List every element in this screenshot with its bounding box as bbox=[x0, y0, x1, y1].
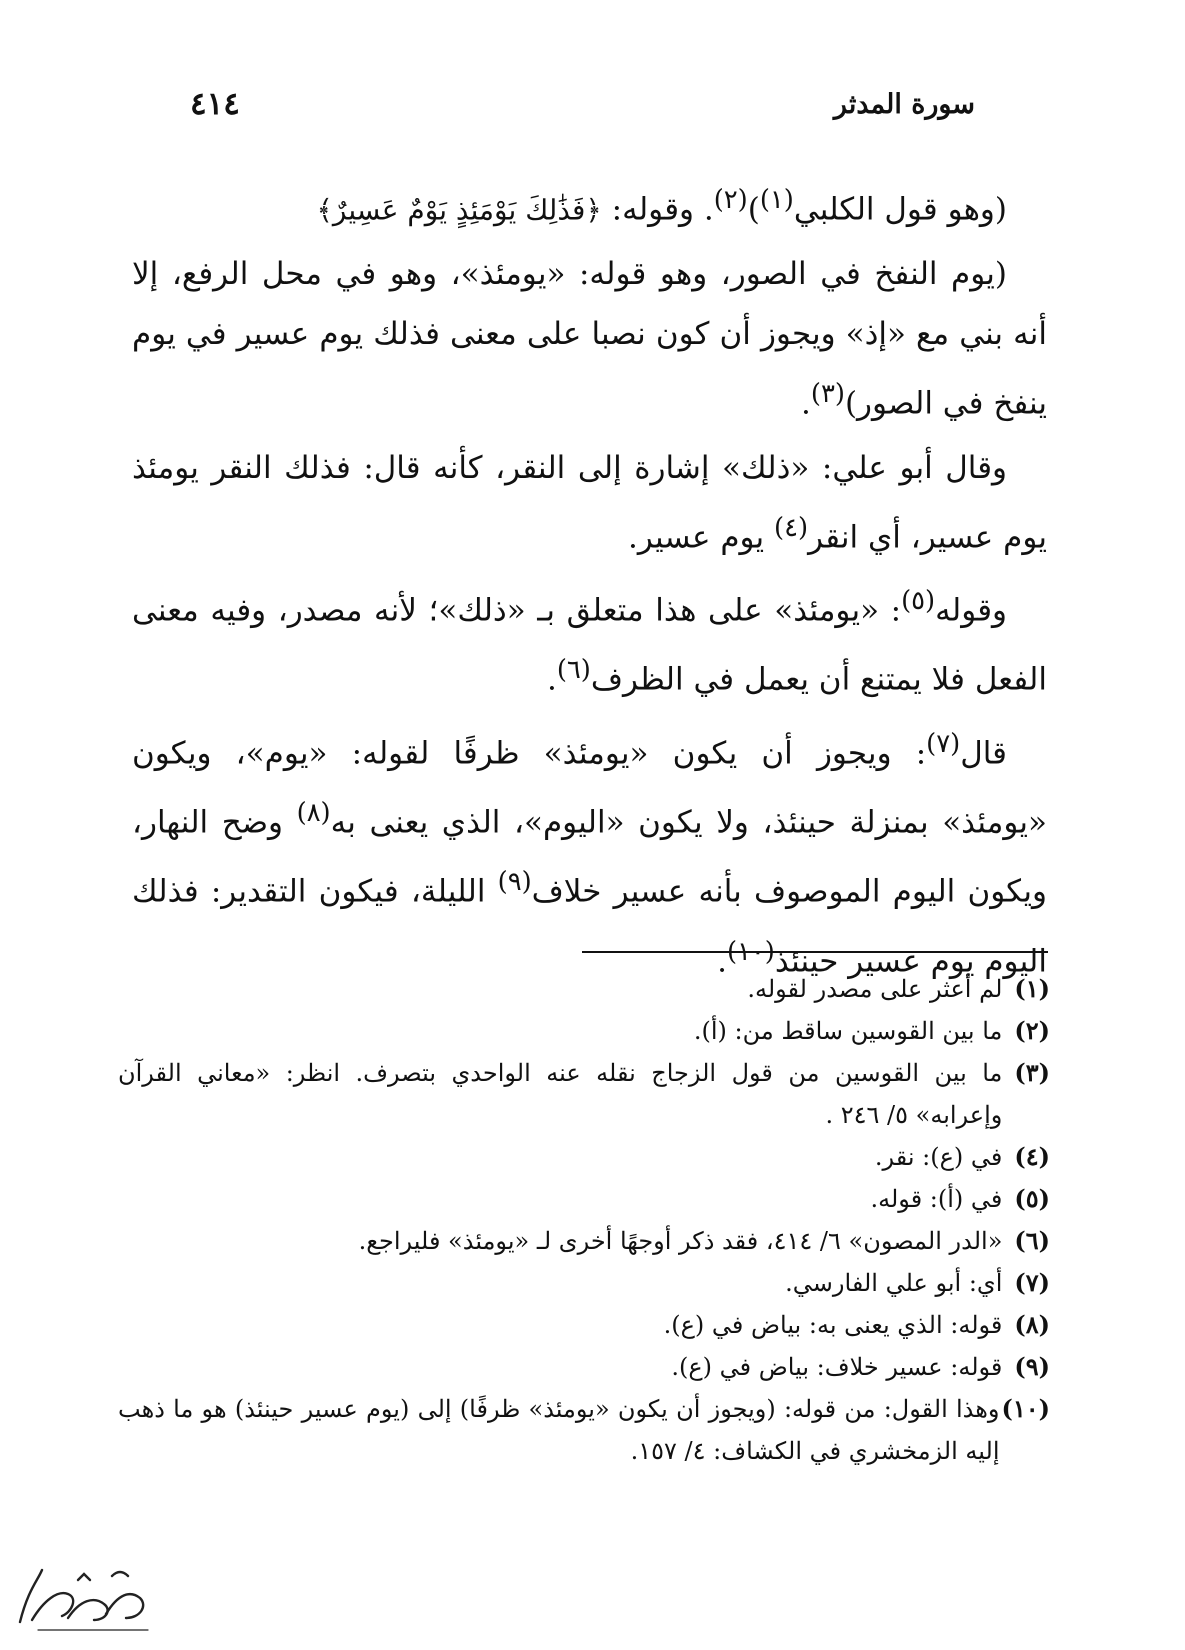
paragraph-4 bbox=[132, 571, 1047, 710]
paragraph-5 bbox=[132, 714, 1047, 991]
footnote-number: (٩) bbox=[1014, 1352, 1050, 1381]
footnote-text: وهذا القول: من قوله: (ويجوز أن يكون «يومئذ» ظرفًا) إلى (يوم عسير حينئذ) هو ما ذهب إليه الزمخشري في الكشاف: ٤/ ١٥٧. bbox=[118, 1395, 1000, 1465]
footnote-text: ما بين القوسين من قول الزجاج نقله عنه الواحدي بتصرف. انظر: «معاني القرآن وإعرابه» ٥/ ٢٤٦ . bbox=[118, 1059, 1003, 1129]
footnote-ref-9: (٩) bbox=[497, 867, 532, 898]
footnote-ref-1: (١) bbox=[759, 185, 794, 215]
footnote-number: (١٠) bbox=[1001, 1394, 1050, 1423]
p4-text-a: وقوله bbox=[935, 592, 1007, 629]
footnote-number: (٧) bbox=[1014, 1268, 1050, 1297]
footnote-text: ما بين القوسين ساقط من: (أ). bbox=[693, 1017, 1003, 1045]
footnote bbox=[118, 1136, 1050, 1178]
paragraph-3 bbox=[132, 438, 1047, 567]
footnote-number: (٥) bbox=[1014, 1184, 1050, 1213]
footnote-ref-10: (١٠) bbox=[726, 936, 775, 967]
footnote-number: (٦) bbox=[1014, 1226, 1050, 1255]
page-header bbox=[190, 82, 975, 126]
footnote-ref-2: (٢) bbox=[713, 185, 748, 215]
quran-verse: ﴿فَذَٰلِكَ يَوْمَئِذٍ يَوْمٌ عَسِيرٌ﴾ bbox=[316, 193, 602, 227]
footnote-text: قوله: عسير خلاف: بياض في (ع). bbox=[671, 1353, 1003, 1381]
p3-text-a: وقال أبو علي: «ذلك» إشارة إلى النقر، كأنه قال: فذلك النقر يومئذ يوم عسير، أي انقر bbox=[132, 449, 1047, 555]
footnote-text: في (ع): نقر. bbox=[874, 1143, 1003, 1171]
p2-text-a: (يوم النفخ في الصور، وهو قوله: «يومئذ»، وهو في محل الرفع، إلا أنه بني مع «إذ» ويجوز أن كون نصبا على معنى فذلك يوم عسير في يوم ينفخ في الصور) bbox=[132, 256, 1047, 422]
p5-text-a: قال bbox=[960, 734, 1007, 771]
calligraphy-stamp-logo bbox=[8, 1560, 158, 1640]
footnote-text: «الدر المصون» ٦/ ٤١٤، فقد ذكر أوجهًا أخرى لـ «يومئذ» فليراجع. bbox=[358, 1227, 1003, 1255]
footnote bbox=[118, 968, 1050, 1010]
footnotes bbox=[118, 968, 1050, 1472]
footnote-ref-3: (٣) bbox=[810, 379, 845, 410]
footnote-number: (٣) bbox=[1014, 1058, 1050, 1087]
p4-text-e: . bbox=[546, 661, 557, 698]
footnote-ref-6: (٦) bbox=[556, 655, 591, 686]
p5-text-g: الليلة، فيكون التقدير: فذلك اليوم يوم عسير حينئذ bbox=[132, 873, 1047, 979]
paragraph-2 bbox=[132, 244, 1047, 433]
footnote-number: (١) bbox=[1014, 974, 1050, 1003]
p5-text-c: : ويجوز أن يكون «يومئذ» ظرفًا لقوله: «يوم»، ويكون «يومئذ» بمنزلة حينئذ، ولا يكون «اليوم»، الذي يعنى به bbox=[132, 734, 1047, 841]
footnote bbox=[118, 1010, 1050, 1052]
footnote-text: لم أعثر على مصدر لقوله. bbox=[747, 975, 1003, 1003]
footnote bbox=[118, 1178, 1050, 1220]
main-text bbox=[132, 170, 1047, 995]
footnote-number: (٨) bbox=[1014, 1310, 1050, 1339]
footnote-text: في (أ): قوله. bbox=[870, 1185, 1003, 1213]
footnote-number: (٤) bbox=[1014, 1142, 1050, 1171]
footnote bbox=[118, 1388, 1050, 1472]
footnote bbox=[118, 1052, 1050, 1136]
p4-text-c: : «يومئذ» على هذا متعلق بـ «ذلك»؛ لأنه مصدر، وفيه معنى الفعل فلا يمتنع أن يعمل في الظرف bbox=[132, 592, 1047, 698]
paragraph-1 bbox=[132, 170, 1047, 240]
footnote-number: (٢) bbox=[1014, 1016, 1050, 1045]
p1-text-e: . وقوله: bbox=[601, 191, 714, 228]
footnote-ref-7: (٧) bbox=[926, 728, 961, 759]
p1-text-c: ) bbox=[747, 191, 760, 228]
footnote-ref-8: (٨) bbox=[296, 797, 331, 828]
p3-text-c: يوم عسير. bbox=[628, 518, 775, 555]
page-number: ٤١٤ bbox=[190, 86, 240, 122]
p1-text-a: (وهو قول الكلبي bbox=[793, 191, 1007, 228]
p5-text-e: وضح النهار، ويكون اليوم الموصوف بأنه عسير خلاف bbox=[132, 804, 1047, 910]
footnote-text: أي: أبو علي الفارسي. bbox=[785, 1269, 1003, 1297]
surah-title: سورة المدثر bbox=[833, 88, 975, 120]
footnote-text: قوله: الذي يعنى به: بياض في (ع). bbox=[663, 1311, 1003, 1339]
footnote-separator bbox=[582, 951, 1048, 953]
p2-text-c: . bbox=[801, 385, 811, 422]
footnote-ref-5: (٥) bbox=[901, 585, 936, 616]
footnote bbox=[118, 1262, 1050, 1304]
footnote bbox=[118, 1346, 1050, 1388]
footnote bbox=[118, 1304, 1050, 1346]
p5-text-i: . bbox=[717, 942, 727, 979]
footnote-ref-4: (٤) bbox=[774, 512, 809, 543]
footnote bbox=[118, 1220, 1050, 1262]
